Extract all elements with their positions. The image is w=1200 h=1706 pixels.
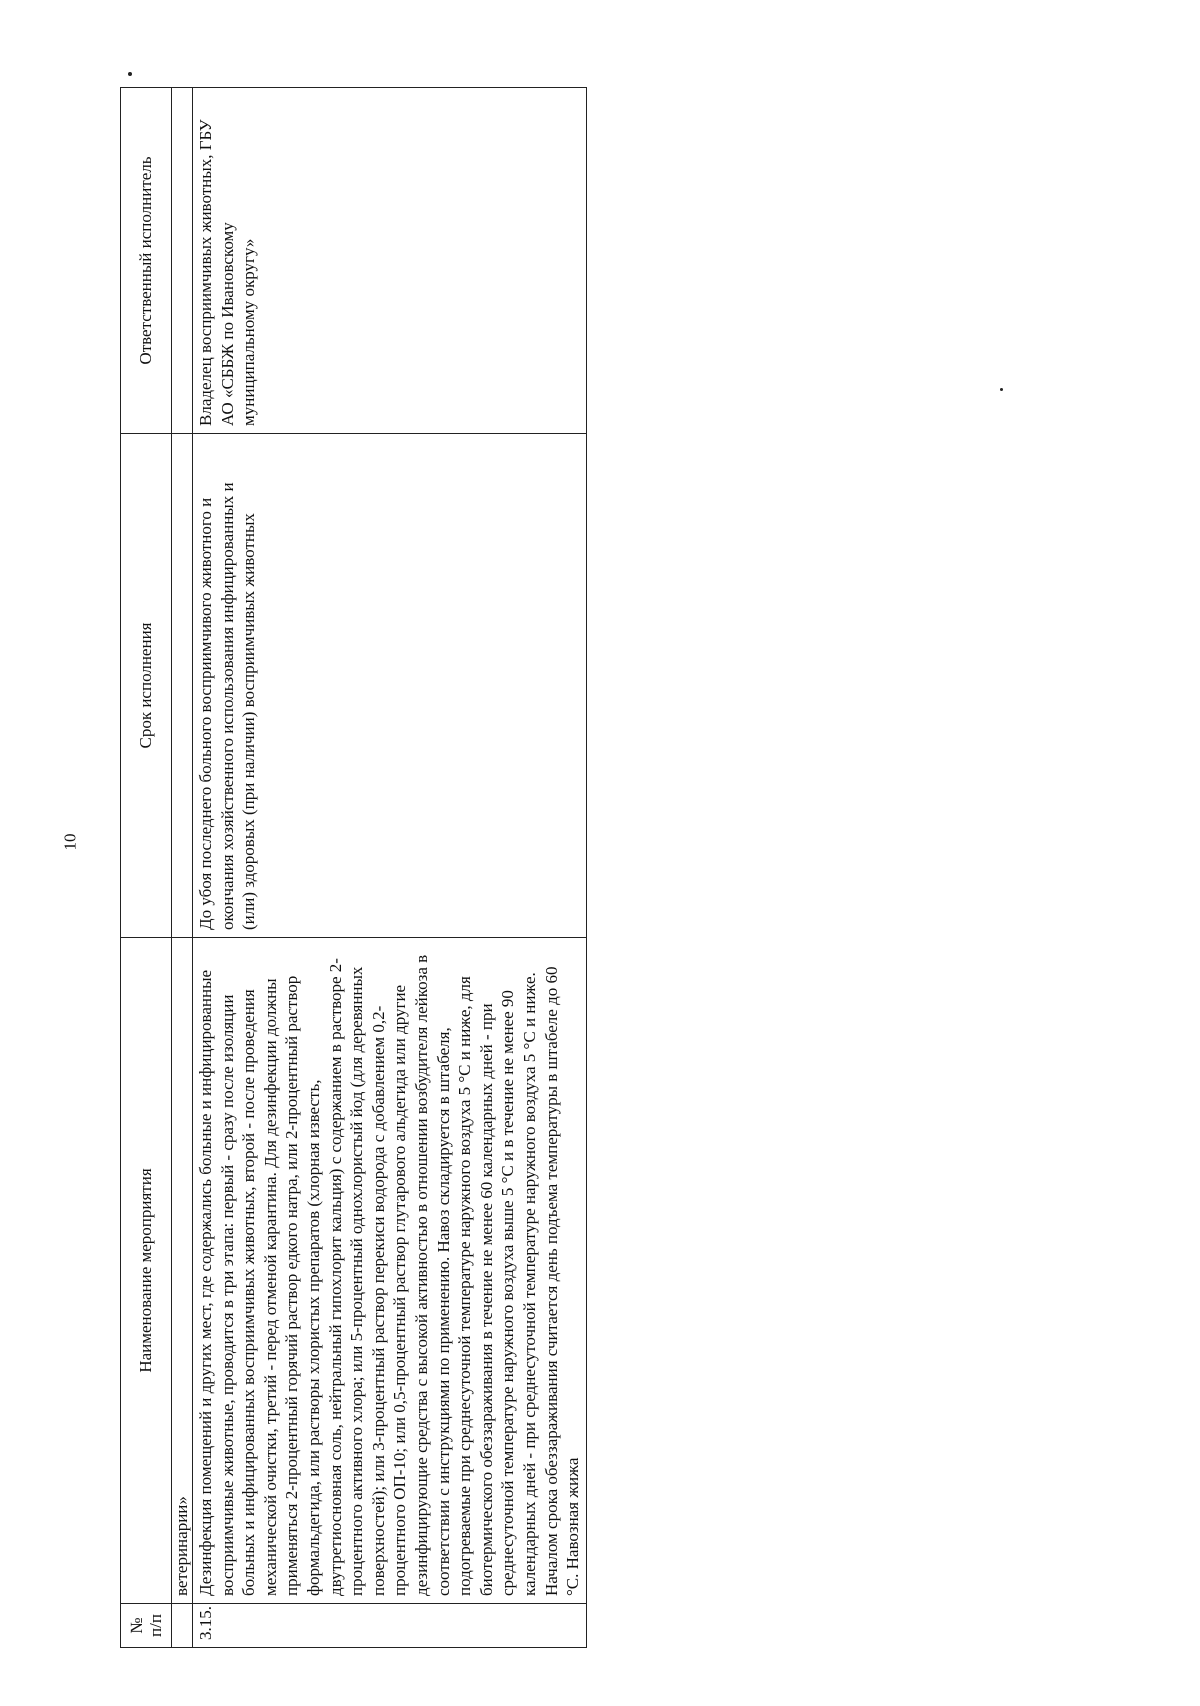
- header-responsible: Ответственный исполнитель: [121, 88, 172, 434]
- row-deadline-cell: До убоя последнего больного восприимчивого животного и окончания хозяйственного использования инфицированных и (или) здоровых (при наличии) восприимчивых животных: [193, 434, 587, 938]
- table-header-row: [121, 88, 172, 1648]
- row-number-cell: 3.15.: [193, 1604, 587, 1648]
- table-row: [193, 88, 587, 1648]
- header-name: Наименование мероприятия: [121, 938, 172, 1604]
- header-deadline: Срок исполнения: [121, 434, 172, 938]
- row-responsible-cell: Владелец восприимчивых животных, ГБУ АО «СББЖ по Ивановскому муниципальному округу»: [193, 88, 587, 434]
- continuation-name-cell: ветеринарии»: [172, 938, 193, 1604]
- header-number: № п/п: [121, 1604, 172, 1648]
- continuation-number-cell: [172, 1604, 193, 1648]
- row-name-cell: Дезинфекция помещений и других мест, где содержались больные и инфицированные восприимчивые животные, проводится в три этапа: первый - сразу после изоляции больных и инфицированных восприимчивых животных, второй - после проведения механической очистки, третий - перед отменой карантина. Для дезинфекции должны применяться 2-процентный горячий раствор едкого натра, или 2-процентный раствор формальдегида, или растворы хлористых препаратов (хлорная известь, двутретиосновная соль, нейтральный гипохлорит кальция) с содержанием в растворе 2-процентного активного хлора; или 5-процентный однохлористый йод (для деревянных поверхностей); или 3-процентный раствор перекиси водорода с добавлением 0,2-процентного ОП-10; или 0,5-процентный раствор глутарового альдегида или другие дезинфицирующие средства с высокой активностью в отношении возбудителя лейкоза в соответствии с инструкциями по применению. Навоз складируется в штабеля, подогреваемые при среднесуточной температуре наружного воздуха 5 °С и ниже, для биотермического обеззараживания в течение не менее 60 календарных дней - при среднесуточной температуре наружного воздуха выше 5 °С и в течение не менее 90 календарных дней - при среднесуточной температуре наружного воздуха 5 °С и ниже. Началом срока обеззараживания считается день подъема температуры в штабеле до 60 °С. Навозная жижа: [193, 938, 587, 1604]
- measures-table: [120, 87, 587, 1648]
- continuation-responsible-cell: [172, 88, 193, 434]
- page-number: 10: [60, 833, 80, 851]
- table-row: [172, 88, 193, 1648]
- continuation-deadline-cell: [172, 434, 193, 938]
- rotated-page: [120, 88, 1200, 1648]
- scan-speck: [128, 72, 132, 76]
